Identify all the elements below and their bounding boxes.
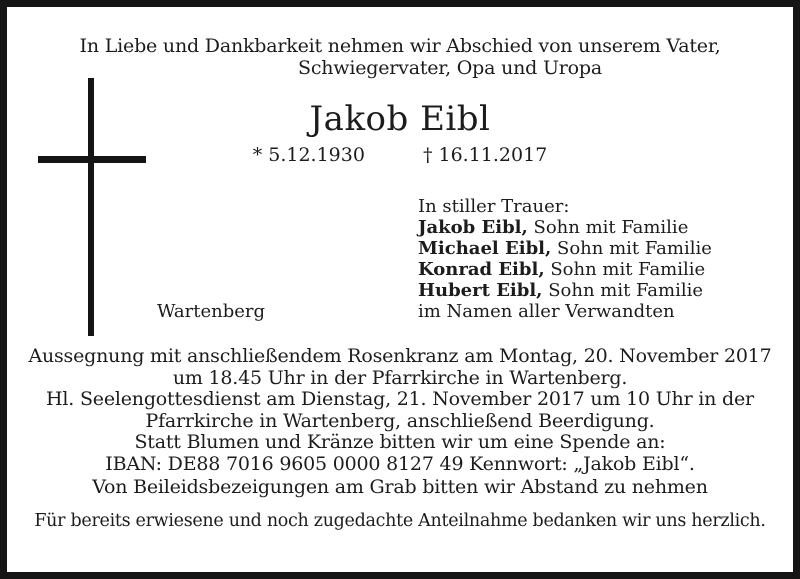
announcement-line: um 18.45 Uhr in der Pfarrkirche in Wartenberg.	[172, 366, 628, 389]
birth-date: * 5.12.1930	[252, 144, 365, 166]
mourning-list	[418, 196, 712, 322]
mourner-entry	[418, 259, 712, 280]
mourner-relation: Sohn mit Familie	[550, 259, 706, 280]
intro-line-2: Schwiegervater, Opa und Uropa	[298, 57, 602, 79]
mourner-entry	[418, 217, 712, 238]
mourner-entry	[418, 280, 712, 301]
funeral-announcement	[7, 346, 793, 475]
place-name: Wartenberg	[157, 301, 266, 322]
mourner-relation: Sohn mit Familie	[548, 280, 704, 301]
announcement-line: Statt Blumen und Kränze bitten wir um eine Spende an:	[134, 431, 666, 453]
thanks-note: Für bereits erwiesene und noch zugedachte Anteilnahme bedanken wir uns herzlich.	[34, 511, 766, 531]
announcement-line: Hl. Seelengottesdienst am Dienstag, 21. November 2017 um 10 Uhr in der	[46, 388, 754, 410]
mourner-name: Konrad Eibl,	[418, 259, 545, 280]
intro-text	[7, 35, 793, 79]
condolence-note: Von Beileidsbezeigungen am Grab bitten wir Abstand zu nehmen	[92, 476, 708, 498]
mourning-heading: In stiller Trauer:	[418, 196, 570, 217]
mourner-relation: Sohn mit Familie	[533, 217, 689, 238]
life-dates	[7, 144, 793, 166]
mourner-entry	[418, 238, 712, 259]
mourner-relation: Sohn mit Familie	[557, 238, 712, 259]
death-date: † 16.11.2017	[422, 144, 548, 166]
mourner-name: Hubert Eibl,	[418, 280, 543, 301]
deceased-name: Jakob Eibl	[309, 99, 491, 139]
mourning-closing: im Namen aller Verwandten	[418, 301, 675, 322]
mourner-name: Michael Eibl,	[418, 238, 552, 259]
announcement-line: Aussegnung mit anschließendem Rosenkranz am Montag, 20. November 2017	[28, 345, 772, 367]
announcement-line: IBAN: DE88 7016 9605 0000 8127 49 Kennwort: „Jakob Eibl“.	[105, 452, 695, 475]
mourner-name: Jakob Eibl,	[418, 217, 528, 238]
announcement-line: Pfarrkirche in Wartenberg, anschließend Beerdigung.	[145, 409, 655, 432]
intro-line-1: In Liebe und Dankbarkeit nehmen wir Abschied von unserem Vater,	[79, 35, 721, 57]
